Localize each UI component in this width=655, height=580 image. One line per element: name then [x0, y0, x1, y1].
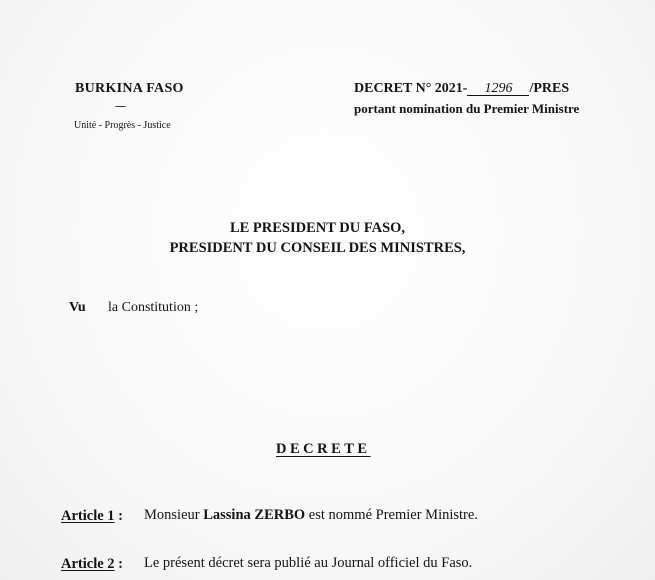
president-title-text2: PRESIDENT DU CONSEIL DES MINISTRES, — [169, 240, 466, 256]
national-motto: Unité - Progrès - Justice — [74, 120, 171, 131]
decree-number: 1296 — [467, 82, 529, 96]
decrete-heading: DECRETE — [276, 441, 371, 457]
article-1-text-before: Monsieur — [144, 507, 204, 523]
visa-text: la Constitution ; — [108, 300, 199, 315]
visa-label: Vu — [69, 300, 86, 315]
decree-number-line — [354, 81, 569, 97]
article-1-text-after: est nommé Premier Ministre. — [305, 507, 478, 523]
decree-subject: portant nomination du Premier Ministre — [354, 101, 580, 116]
president-title-line1 — [0, 220, 655, 237]
president-title-text1: LE PRESIDENT DU FASO, — [229, 220, 406, 236]
article-2-text: Le présent décret sera publié au Journal officiel du Faso. — [144, 555, 473, 571]
header-separator: ----- — [115, 101, 125, 111]
article-2-colon: : — [114, 556, 124, 572]
article-1-label-group — [61, 507, 123, 525]
decree-suffix: /PRES — [529, 81, 570, 96]
country-name: BURKINA FASO — [75, 81, 184, 96]
article-1-colon: : — [114, 508, 124, 524]
president-title-line2 — [0, 240, 655, 257]
article-1-text — [144, 507, 478, 524]
decree-prefix: DECRET N° 2021- — [354, 81, 468, 96]
appointee-name: Lassina ZERBO — [203, 507, 306, 523]
article-2-label: Article 2 — [61, 556, 115, 572]
article-1-label: Article 1 — [61, 508, 115, 524]
article-2-label-group — [61, 555, 123, 573]
